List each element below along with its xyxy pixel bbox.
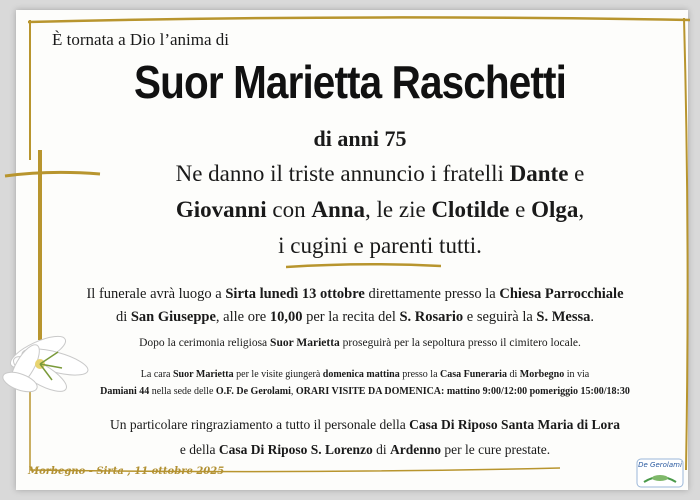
funeral-company: O.F. De Gerolami (215, 386, 291, 397)
text-span: per la recita del (302, 309, 400, 325)
rosary: S. Rosario (399, 309, 464, 325)
funeral-line-1 (50, 283, 660, 306)
deceased-name-bold: Suor Marietta (173, 369, 234, 380)
announcement-line-1 (100, 156, 660, 192)
text-span: in via (564, 369, 590, 380)
text-span: e seguirà la (463, 309, 537, 325)
text-span: Ne danno il triste annuncio i fratelli (175, 161, 510, 186)
text-span: proseguirà per la sepoltura presso il cimitero locale. (339, 337, 581, 349)
announcement-line-3: i cugini e parenti tutti. (278, 233, 482, 258)
name-anna: Anna (311, 197, 366, 222)
text-span: , (290, 386, 296, 397)
text-span: e (568, 161, 585, 186)
text-span: di (115, 309, 131, 325)
funeral-line-2 (50, 306, 660, 329)
name-clotilde: Clotilde (431, 197, 510, 222)
name-olga: Olga (531, 197, 579, 222)
text-span: nella sede delle (149, 386, 216, 397)
text-span: . (590, 309, 595, 325)
text-span: direttamente presso la (364, 286, 500, 302)
text-span: Dopo la cerimonia religiosa (139, 337, 271, 349)
gold-divider (286, 262, 441, 270)
text-span: , le zie (365, 197, 432, 222)
town-name: Morbegno (519, 369, 565, 380)
name-giovanni: Giovanni (175, 197, 267, 222)
thanks-info (60, 412, 670, 462)
text-span: Il funerale avrà luogo a (86, 286, 226, 302)
thanks-line-2 (60, 437, 670, 462)
church-name: Chiesa Parrocchiale (499, 286, 624, 302)
deceased-name-bold: Suor Marietta (270, 337, 340, 349)
company-logo-text: De Gerolami (638, 461, 682, 469)
intro-text: È tornata a Dio l’anima di (52, 30, 230, 49)
visit-line-2 (55, 383, 675, 400)
funeral-time: 10,00 (269, 309, 303, 325)
town-ardenno: Ardenno (390, 442, 442, 457)
church-saint: San Giuseppe (130, 309, 216, 325)
funeral-info (50, 283, 660, 329)
text-span: e della (179, 442, 219, 457)
text-span: presso la (399, 369, 441, 380)
text-span: Un particolare ringraziamento a tutto il personale della (110, 417, 410, 432)
visiting-hours: ORARI VISITE DA DOMENICA: mattino 9:00/12:00 pomeriggio 15:00/18:30 (295, 386, 630, 397)
mass: S. Messa (536, 309, 591, 325)
street-address: Damiani 44 (100, 386, 150, 397)
text-span: di (372, 442, 391, 457)
announcement (100, 156, 660, 264)
name-dante: Dante (509, 161, 569, 186)
text-span: e (509, 197, 532, 222)
funeral-home: Casa Funeraria (440, 369, 507, 380)
text-span: di (506, 369, 520, 380)
funeral-date: Sirta lunedì 13 ottobre (225, 286, 365, 302)
nursing-home-1: Casa Di Riposo Santa Maria di Lora (409, 417, 620, 432)
text-span: La cara (140, 369, 173, 380)
deceased-name: Suor Marietta Raschetti (134, 56, 566, 108)
age-text: di anni 75 (313, 126, 407, 151)
nursing-home-2: Casa Di Riposo S. Lorenzo (218, 442, 373, 457)
text-span: , (578, 197, 585, 222)
text-span: con (266, 197, 312, 222)
text-span: , alle ore (215, 309, 270, 325)
visit-info (55, 366, 675, 400)
text-span: per le cure prestate. (441, 442, 551, 457)
visit-line-1 (55, 366, 675, 383)
announcement-line-2 (100, 192, 660, 228)
thanks-line-1 (60, 412, 670, 437)
text-span: per le visite giungerà (233, 369, 323, 380)
burial-info (60, 337, 660, 349)
visit-day: domenica mattina (322, 369, 400, 380)
place-date: Morbegno - Sirta , 11 ottobre 2025 (28, 466, 225, 477)
